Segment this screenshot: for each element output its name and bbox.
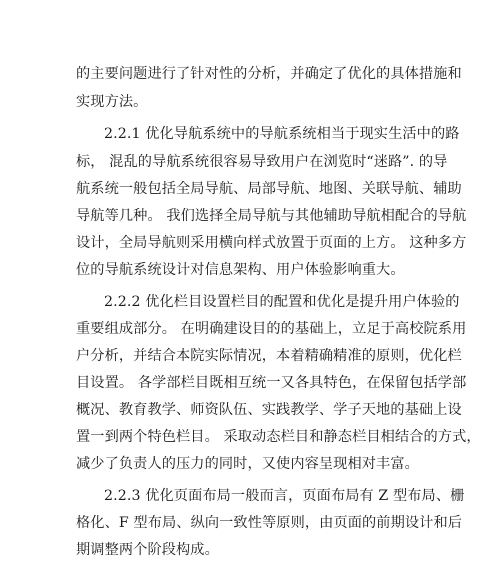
text-line: 置一到两个特色栏目。 采取动态栏目和静态栏目相结合的方式， — [76, 429, 481, 445]
text-line: 格化、F 型布局、纵向一致性等原则，由页面的前期设计和后 — [76, 515, 463, 531]
text-line: 导航等几种。 我们选择全局导航与其他辅助导航相配合的导航 — [76, 208, 467, 224]
text-line: 减少了负责人的压力的同时，又使内容呈现相对丰富。 — [76, 456, 419, 472]
text-line: 航系统一般包括全局导航、局部导航、地图、关联导航、辅助 — [76, 181, 462, 197]
text-line: 的主要问题进行了针对性的分析，并确定了优化的具体措施和 — [76, 66, 462, 82]
text-line: 实现方法。 — [76, 94, 148, 110]
text-line: 标， 混乱的导航系统很容易导致用户在浏览时“迷路”. 的导 — [76, 154, 448, 170]
text-line: 2.2.3 优化页面布局一般而言，页面布局有 Z 型布局、栅 — [104, 488, 465, 504]
text-line: 位的导航系统设计对信息架构、用户体验影响重大。 — [76, 262, 405, 278]
text-line: 2.2.2 优化栏目设置栏目的配置和优化是提升用户体验的 — [104, 294, 460, 310]
text-line: 重要组成部分。 在明确建设目的的基础上，立足于高校院系用 — [76, 321, 467, 337]
text-line: 期调整两个阶段构成。 — [76, 542, 219, 558]
text-line: 目设置。 各学部栏目既相互统一又各具特色，在保留包括学部 — [76, 375, 467, 391]
text-line: 户分析，并结合本院实际情况，本着精确精准的原则，优化栏 — [76, 348, 462, 364]
text-line: 2.2.1 优化导航系统中的导航系统相当于现实生活中的路 — [104, 126, 460, 142]
text-line: 概况、教育教学、师资队伍、实践教学、学子天地的基础上设 — [76, 402, 462, 418]
text-line: 设计，全局导航则采用横向样式放置于页面的上方。 这种多方 — [76, 235, 467, 251]
